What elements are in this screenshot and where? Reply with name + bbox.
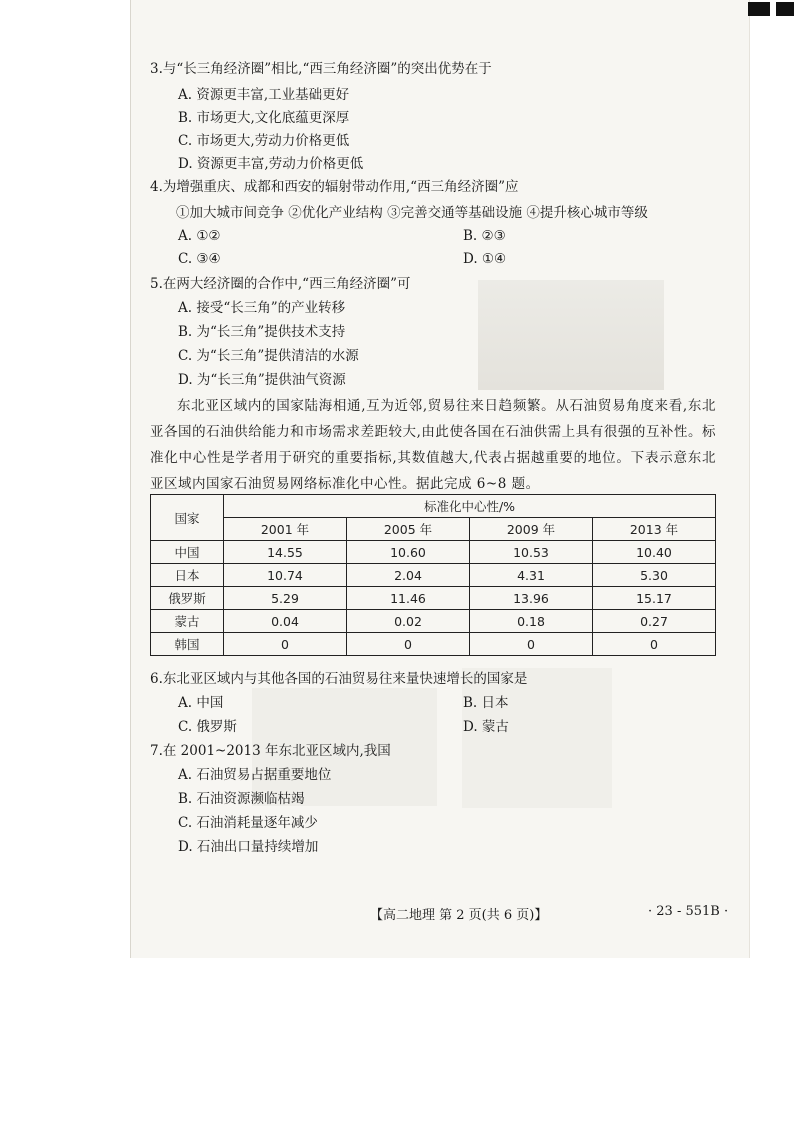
table-year-header: 2001 年: [224, 518, 347, 541]
table-cell: 0: [593, 633, 716, 656]
question-7-option-c: C. 石油消耗量逐年减少: [178, 815, 318, 831]
question-4-numbered-items: ①加大城市间竞争 ②优化产业结构 ③完善交通等基础设施 ④提升核心城市等级: [176, 205, 648, 221]
question-5-option-a: A. 接受“长三角”的产业转移: [178, 300, 346, 316]
centrality-table: [150, 494, 716, 656]
table-corner-header: 国家: [151, 495, 224, 541]
question-6-option-a: A. 中国: [178, 695, 224, 711]
table-cell: 10.40: [593, 541, 716, 564]
table-cell: 10.53: [470, 541, 593, 564]
table-row: [151, 564, 716, 587]
table-country: 韩国: [151, 633, 224, 656]
table-cell: 5.29: [224, 587, 347, 610]
table-cell: 11.46: [347, 587, 470, 610]
question-3-option-d: D. 资源更丰富,劳动力价格更低: [178, 156, 364, 172]
question-4-option-d: D. ①④: [463, 251, 507, 267]
question-7-option-d: D. 石油出口量持续增加: [178, 839, 319, 855]
table-cell: 5.30: [593, 564, 716, 587]
table-country: 中国: [151, 541, 224, 564]
faded-figure: [478, 280, 664, 390]
table-cell: 0.04: [224, 610, 347, 633]
table-country: 蒙古: [151, 610, 224, 633]
question-4-option-a: A. ①②: [178, 228, 221, 244]
table-year-header: 2013 年: [593, 518, 716, 541]
table-row: [151, 610, 716, 633]
question-5-option-d: D. 为“长三角”提供油气资源: [178, 372, 346, 388]
table-year-header: 2009 年: [470, 518, 593, 541]
bleed-through-map-right: [462, 668, 612, 808]
question-5-option-c: C. 为“长三角”提供清洁的水源: [178, 348, 359, 364]
table-cell: 0: [224, 633, 347, 656]
table-row: [151, 633, 716, 656]
table-cell: 14.55: [224, 541, 347, 564]
question-4-stem: 4.为增强重庆、成都和西安的辐射带动作用,“西三角经济圈”应: [150, 179, 519, 195]
table-cell: 0.02: [347, 610, 470, 633]
table-cell: 0: [347, 633, 470, 656]
question-3-option-b: B. 市场更大,文化底蕴更深厚: [178, 110, 350, 126]
question-7-stem: 7.在 2001~2013 年东北亚区域内,我国: [150, 743, 391, 759]
page-footer-label: 【高二地理 第 2 页(共 6 页)】: [370, 908, 548, 923]
corner-mark-right: [776, 2, 794, 16]
question-7-option-a: A. 石油贸易占据重要地位: [178, 767, 332, 783]
table-cell: 10.60: [347, 541, 470, 564]
question-5-option-b: B. 为“长三角”提供技术支持: [178, 324, 346, 340]
table-cell: 0.18: [470, 610, 593, 633]
table-cell: 4.31: [470, 564, 593, 587]
question-7-option-b: B. 石油资源濒临枯竭: [178, 791, 305, 807]
question-3-option-a: A. 资源更丰富,工业基础更好: [178, 87, 350, 103]
table-cell: 2.04: [347, 564, 470, 587]
question-6-option-b: B. 日本: [463, 695, 509, 711]
table-cell: 0: [470, 633, 593, 656]
question-4-option-c: C. ③④: [178, 251, 221, 267]
corner-mark-left: [748, 2, 770, 16]
table-year-header: 2005 年: [347, 518, 470, 541]
table-group-header: 标准化中心性/%: [224, 495, 716, 518]
question-3-stem: 3.与“长三角经济圈”相比,“西三角经济圈”的突出优势在于: [150, 61, 492, 77]
table-row: [151, 587, 716, 610]
table-cell: 15.17: [593, 587, 716, 610]
question-6-stem: 6.东北亚区域内与其他各国的石油贸易往来量快速增长的国家是: [150, 671, 528, 687]
table-cell: 0.27: [593, 610, 716, 633]
question-6-option-d: D. 蒙古: [463, 719, 509, 735]
table-cell: 13.96: [470, 587, 593, 610]
table-cell: 10.74: [224, 564, 347, 587]
question-5-stem: 5.在两大经济圈的合作中,“西三角经济圈”可: [150, 276, 411, 292]
question-6-option-c: C. 俄罗斯: [178, 719, 237, 735]
table-country: 俄罗斯: [151, 587, 224, 610]
passage-text: 东北亚区域内的国家陆海相通,互为近邻,贸易往来日趋频繁。从石油贸易角度来看,东北亚各国的石油供给能力和市场需求差距较大,由此使各国在石油供需上具有很强的互补性。标准化中心性是学者用于研究的重要指标,其数值越大,代表占据越重要的地位。下表示意东北亚区域内国家石油贸易网络标准化中心性。据此完成 6~8 题。: [150, 398, 716, 492]
table-row: [151, 541, 716, 564]
table-country: 日本: [151, 564, 224, 587]
page-footer-code: · 23 - 551B ·: [648, 904, 729, 919]
question-4-option-b: B. ②③: [463, 228, 506, 244]
question-3-option-c: C. 市场更大,劳动力价格更低: [178, 133, 350, 149]
